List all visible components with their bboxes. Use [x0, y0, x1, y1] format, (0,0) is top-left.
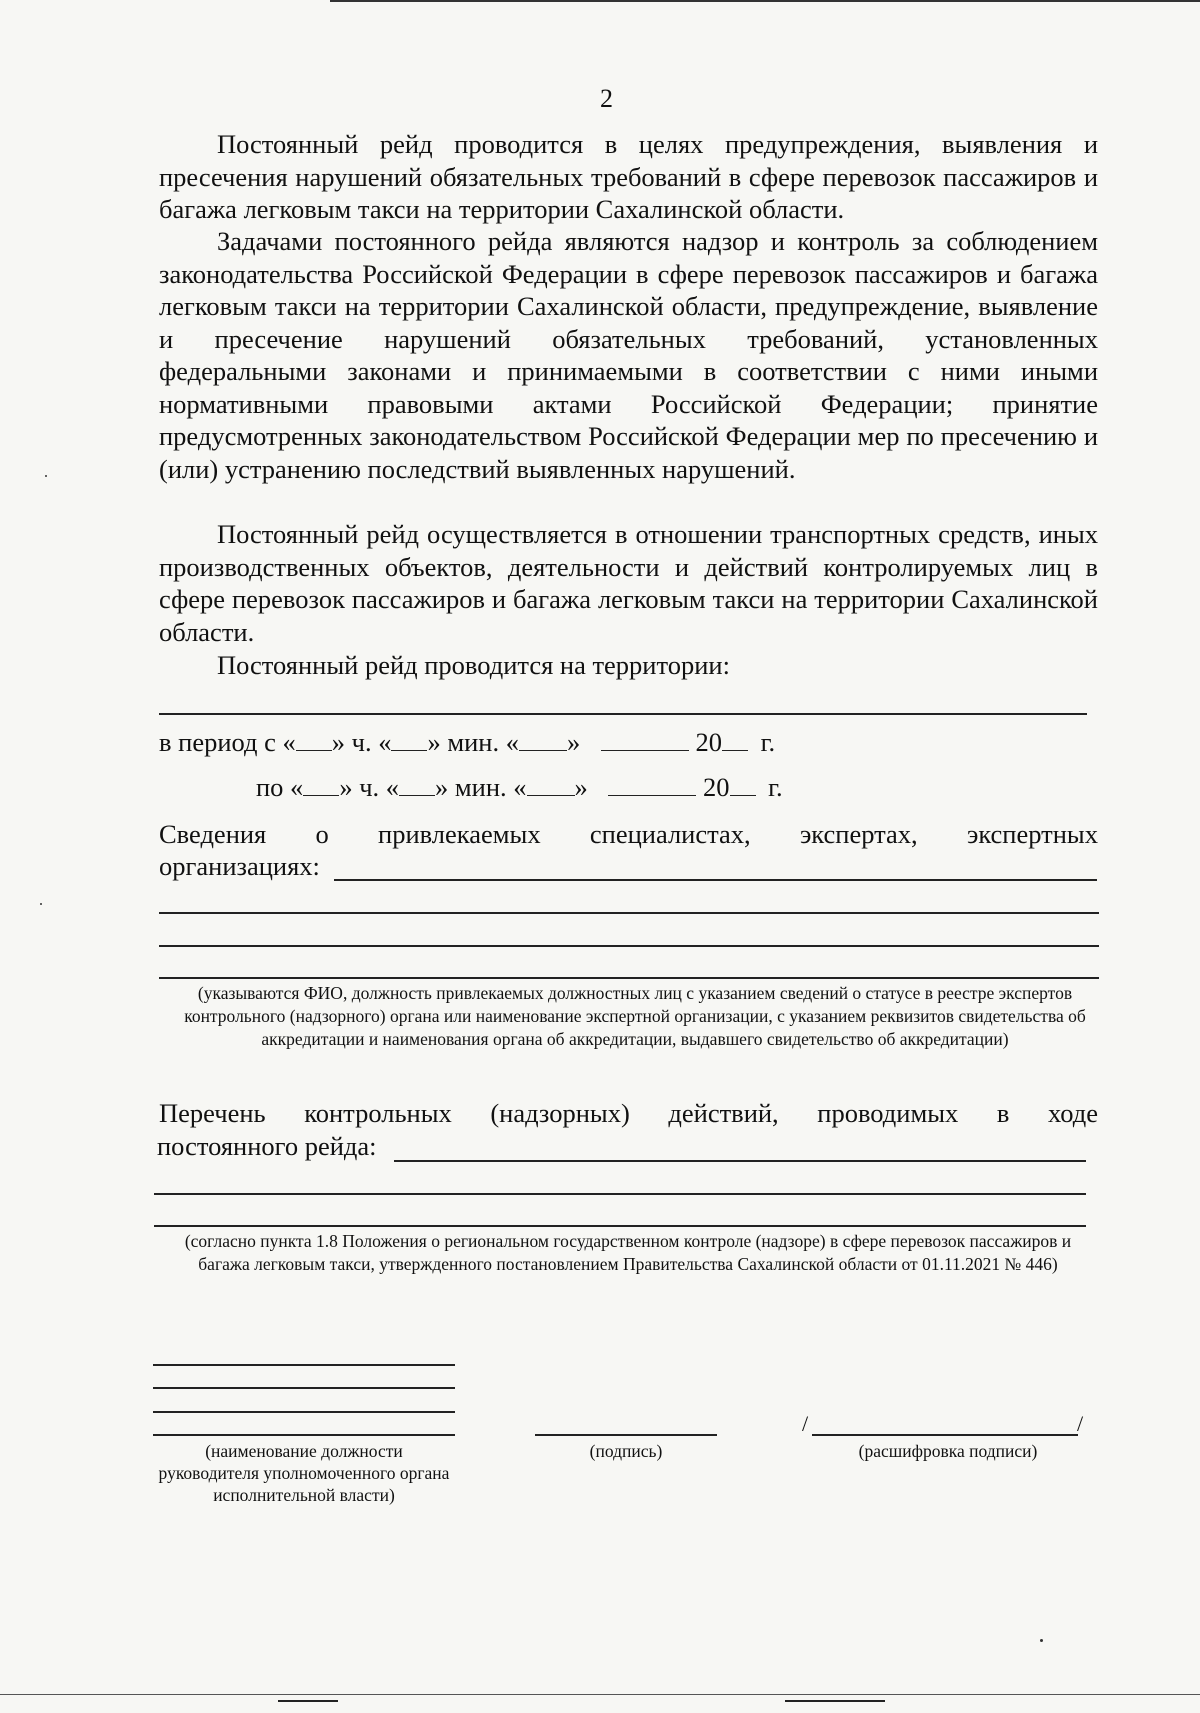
- experts-field-line-3[interactable]: [159, 945, 1099, 947]
- actions-field-line-3[interactable]: [154, 1225, 1086, 1227]
- position-field-line-2[interactable]: [153, 1387, 455, 1389]
- paragraph-tasks: Задачами постоянного рейда являются надзор и контроль за соблюдением законодательства Российской Федерации в сфере перевозок пассажиров и багажа легковым такси на территории Сахалинской области, предупреждение, выявление и пресечение нарушений обязательных требований, установленных федеральными законами и принимаемыми в соответствии с ними иными нормативными правовыми актами Российской Федерации; принятие предусмотренных законодательством Российской Федерации мер по пресечению и (или) устранению последствий выявленных нарушений.: [159, 226, 1098, 484]
- to-year-field[interactable]: [730, 773, 756, 796]
- position-field-line-4[interactable]: [153, 1434, 455, 1436]
- scan-mark: [278, 1700, 338, 1702]
- experts-label: организациях:: [159, 851, 320, 881]
- from-day-field[interactable]: [296, 728, 332, 751]
- scan-edge-top: [330, 0, 1200, 2]
- actions-field-line-1[interactable]: [394, 1160, 1086, 1162]
- from-hour-field[interactable]: [391, 728, 427, 751]
- page-number: 2: [600, 84, 613, 113]
- experts-caption: (указываются ФИО, должность привлекаемых должностных лиц с указанием сведений о статусе в реестре экспертов контрольного (надзорного) органа или наименование экспертной организации, с указанием реквизитов свидетельства об аккредитации и наименования органа об аккредитации, выдавшего свидетельство об аккредитации): [184, 983, 1086, 1049]
- actions-intro: Перечень контрольных (надзорных) действий, проводимых в ходе: [159, 1098, 1098, 1128]
- decoding-slash-left: /: [802, 1411, 809, 1436]
- experts-field-line-1[interactable]: [334, 879, 1097, 881]
- signature-field-line[interactable]: [535, 1434, 717, 1436]
- scan-speck: [45, 475, 47, 477]
- paragraph-territory: Постоянный рейд проводится на территории:: [217, 650, 730, 680]
- paragraph-purpose: Постоянный рейд проводится в целях предупреждения, выявления и пресечения нарушений обязательных требований в сфере перевозок пассажиров и багажа легковым такси на территории Сахалинской области.: [159, 129, 1098, 224]
- to-minute-field[interactable]: [527, 773, 575, 796]
- to-day-field[interactable]: [303, 773, 339, 796]
- actions-field-line-2[interactable]: [154, 1193, 1086, 1195]
- territory-field-line[interactable]: [159, 713, 1087, 715]
- period-from-line: в период с « » ч. « » мин. « » 20 г.: [159, 727, 776, 757]
- decoding-field-line[interactable]: [812, 1434, 1078, 1436]
- position-caption: (наименование должности руководителя уполномоченного органа исполнительной власти): [158, 1441, 450, 1505]
- scan-speck: [1040, 1639, 1043, 1642]
- from-year-field[interactable]: [722, 728, 748, 751]
- scan-speck: [40, 903, 42, 905]
- scan-edge-bottom: [0, 1694, 1200, 1695]
- actions-label: постоянного рейда:: [157, 1131, 377, 1161]
- position-field-line-1[interactable]: [153, 1364, 455, 1366]
- experts-intro: Сведения о привлекаемых специалистах, экспертах, экспертных: [159, 819, 1098, 849]
- period-to-line: по « » ч. « » мин. « » 20 г.: [256, 772, 783, 802]
- actions-caption: (согласно пункта 1.8 Положения о региональном государственном контроле (надзоре) в сфере перевозок пассажиров и багажа легковым такси, утвержденного постановлением Правительства Сахалинской области от 01.11.2021 № 446): [184, 1231, 1072, 1274]
- from-month-field[interactable]: [601, 728, 689, 751]
- decoding-slash-right: /: [1077, 1411, 1084, 1436]
- paragraph-scope: Постоянный рейд осуществляется в отношении транспортных средств, иных производственных объектов, деятельности и действий контролируемых лиц в сфере перевозок пассажиров и багажа легковым такси на территории Сахалинской области.: [159, 519, 1098, 647]
- to-hour-field[interactable]: [399, 773, 435, 796]
- experts-field-line-2[interactable]: [159, 912, 1099, 914]
- decoding-caption: (расшифровка подписи): [858, 1441, 1038, 1461]
- to-month-field[interactable]: [608, 773, 696, 796]
- signature-caption: (подпись): [589, 1441, 663, 1461]
- from-minute-field[interactable]: [519, 728, 567, 751]
- scan-mark: [785, 1700, 885, 1702]
- experts-field-line-4[interactable]: [159, 977, 1099, 979]
- position-field-line-3[interactable]: [153, 1411, 455, 1413]
